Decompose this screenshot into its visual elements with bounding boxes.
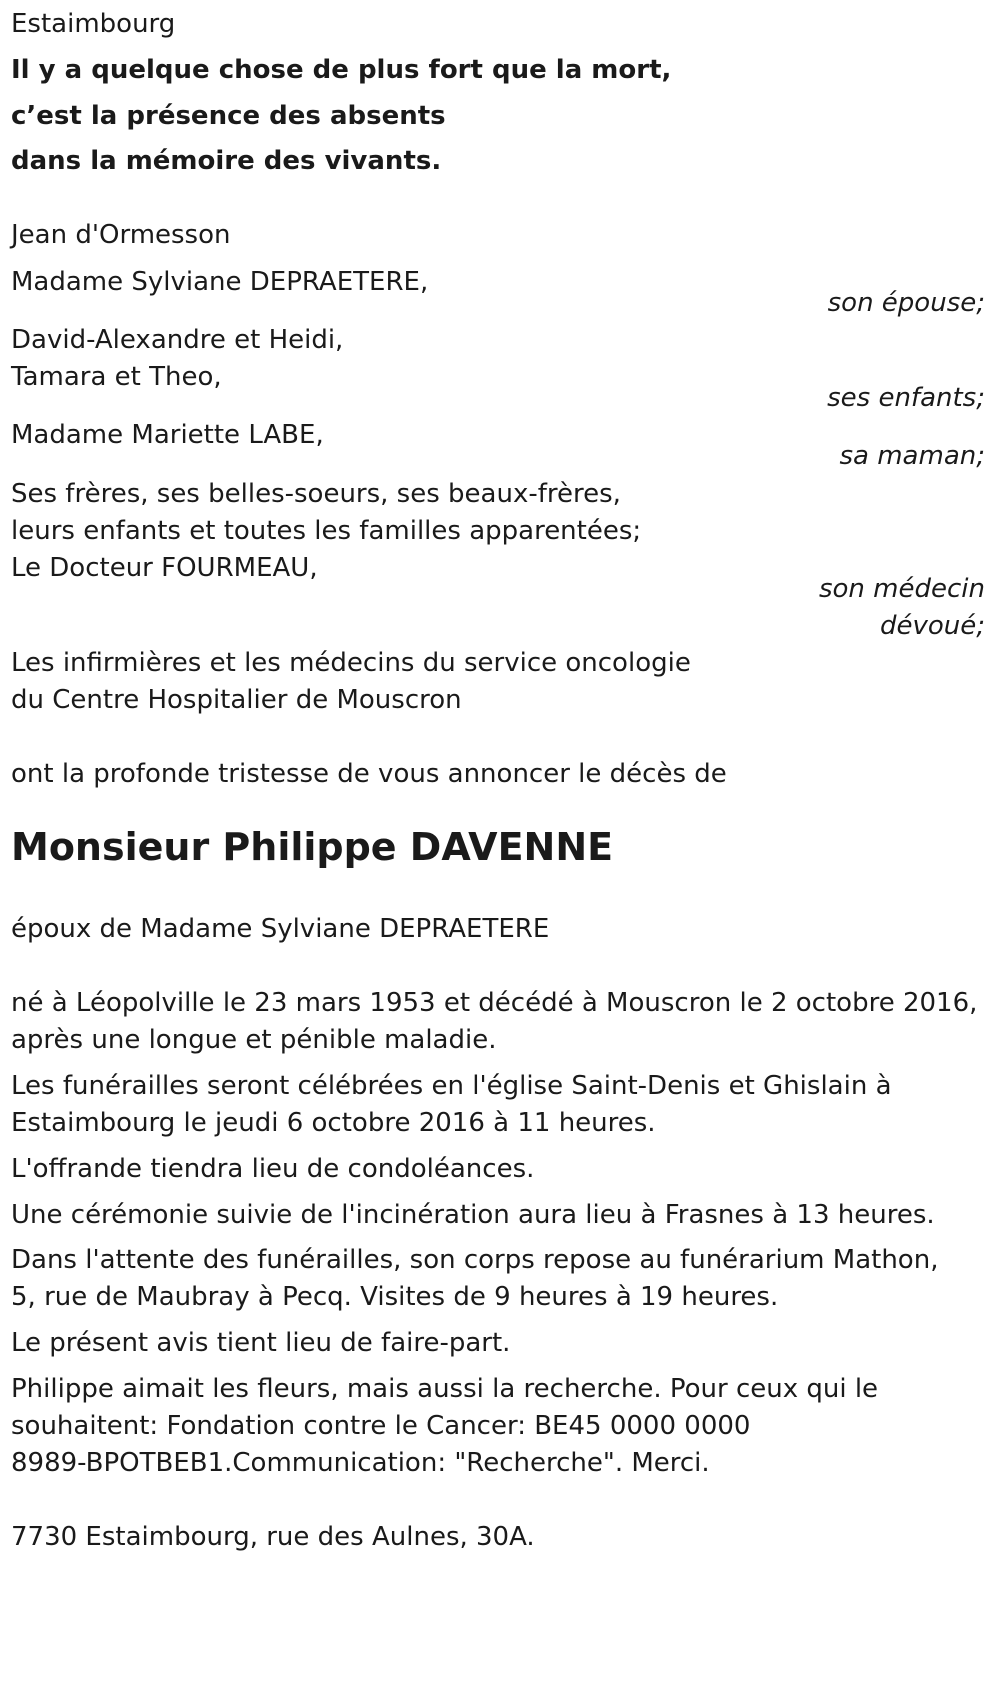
family-relation: son médecin: [818, 574, 985, 604]
family-name: David-Alexandre et Heidi,: [11, 325, 344, 355]
quote-line: c’est la présence des absents: [11, 101, 446, 131]
detail-line: L'offrande tiendra lieu de condoléances.: [11, 1154, 535, 1184]
detail-line: Les funérailles seront célébrées en l'église Saint-Denis et Ghislain à: [11, 1071, 892, 1101]
family-relation: dévoué;: [879, 611, 985, 641]
family-relation: son épouse;: [827, 288, 985, 318]
family-relation: ses enfants;: [827, 383, 985, 413]
announcement: ont la profonde tristesse de vous annoncer le décès de: [11, 759, 727, 789]
family-relation: sa maman;: [839, 441, 985, 471]
family-name: Madame Sylviane DEPRAETERE,: [11, 267, 429, 297]
spouse-line: époux de Madame Sylviane DEPRAETERE: [11, 914, 550, 944]
detail-line: Dans l'attente des funérailles, son corps repose au funérarium Mathon,: [11, 1245, 939, 1275]
deceased-name: Monsieur Philippe DAVENNE: [11, 825, 614, 869]
detail-line: souhaitent: Fondation contre le Cancer: BE45 0000 0000: [11, 1411, 751, 1441]
quote-author: Jean d'Ormesson: [11, 220, 231, 250]
detail-line: 8989-BPOTBEB1.Communication: "Recherche". Merci.: [11, 1448, 710, 1478]
detail-line: Le présent avis tient lieu de faire-part.: [11, 1328, 511, 1358]
detail-line: après une longue et pénible maladie.: [11, 1025, 497, 1055]
detail-line: Une cérémonie suivie de l'incinération aura lieu à Frasnes à 13 heures.: [11, 1200, 935, 1230]
family-name: du Centre Hospitalier de Mouscron: [11, 685, 462, 715]
detail-line: 5, rue de Maubray à Pecq. Visites de 9 heures à 19 heures.: [11, 1282, 779, 1312]
family-name: Le Docteur FOURMEAU,: [11, 553, 318, 583]
detail-line: Philippe aimait les fleurs, mais aussi la recherche. Pour ceux qui le: [11, 1374, 879, 1404]
family-name: Madame Mariette LABE,: [11, 420, 324, 450]
address: 7730 Estaimbourg, rue des Aulnes, 30A.: [11, 1522, 535, 1552]
location: Estaimbourg: [11, 9, 176, 39]
quote-line: dans la mémoire des vivants.: [11, 146, 442, 176]
family-name: leurs enfants et toutes les familles apparentées;: [11, 516, 642, 546]
detail-line: Estaimbourg le jeudi 6 octobre 2016 à 11 heures.: [11, 1108, 656, 1138]
family-name: Tamara et Theo,: [11, 362, 222, 392]
family-name: Ses frères, ses belles-soeurs, ses beaux-frères,: [11, 479, 621, 509]
family-name: Les infirmières et les médecins du service oncologie: [11, 648, 691, 678]
quote-line: Il y a quelque chose de plus fort que la mort,: [11, 55, 672, 85]
detail-line: né à Léopolville le 23 mars 1953 et décédé à Mouscron le 2 octobre 2016,: [11, 988, 978, 1018]
